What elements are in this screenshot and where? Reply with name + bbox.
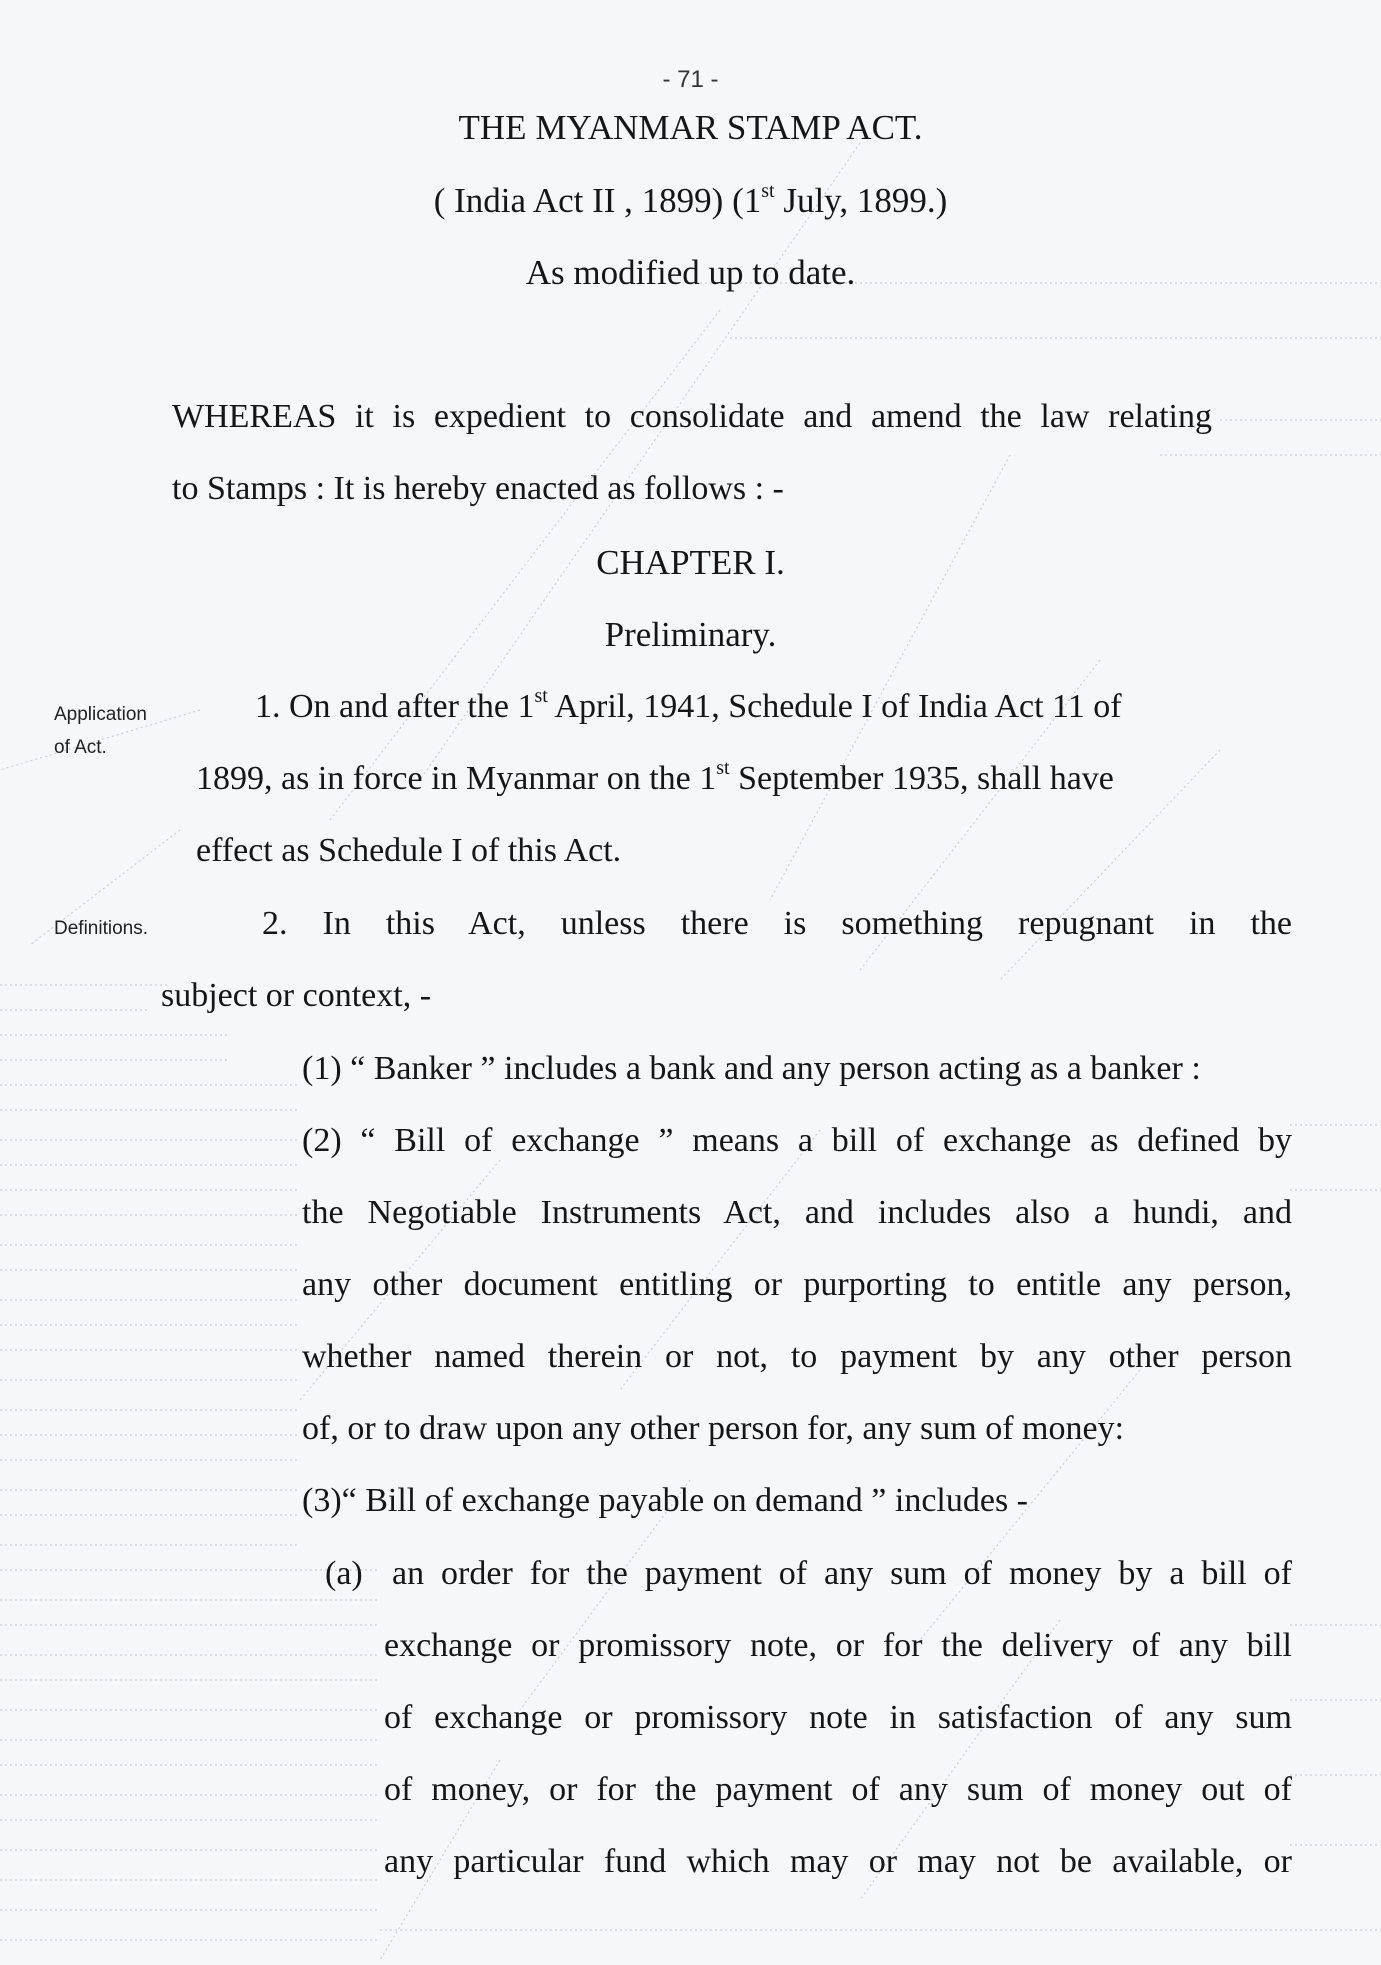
section-1-text: 1. On and after the 1 — [255, 688, 535, 725]
act-subtitle-text-end: July, 1899.) — [774, 181, 948, 220]
clause-a-line-4: of money, or for the payment of any sum of money out of — [384, 1771, 1292, 1808]
margin-note-application — [54, 698, 147, 764]
act-title: THE MYANMAR STAMP ACT. — [458, 108, 923, 147]
definition-2-line-1: (2) “ Bill of exchange ” means a bill of exchange as defined by — [302, 1122, 1292, 1159]
definition-3: (3)“ Bill of exchange payable on demand ” includes - — [302, 1482, 1029, 1519]
preamble-line-2: to Stamps : It is hereby enacted as follows : - — [172, 470, 784, 507]
section-1-text-end: April, 1941, Schedule I of India Act 11 of — [547, 688, 1122, 725]
definition-2-line-3: any other document entitling or purporting to entitle any person, — [302, 1266, 1292, 1303]
preamble-line-1: WHEREAS it is expedient to consolidate and amend the law relating — [172, 398, 1212, 435]
margin-note-definitions: Definitions. — [54, 918, 148, 939]
superscript: st — [534, 685, 548, 707]
act-subtitle-text: ( India Act II , 1899) (1 — [433, 181, 762, 220]
definition-2-line-5: of, or to draw upon any other person for, any sum of money: — [302, 1410, 1125, 1447]
margin-note-line: Application — [54, 704, 147, 725]
clause-a-label: (a) — [325, 1555, 363, 1592]
superscript: st — [716, 757, 730, 779]
definition-1: (1) “ Banker ” includes a bank and any person acting as a banker : — [302, 1050, 1201, 1087]
chapter-heading: CHAPTER I. — [596, 543, 785, 582]
section-1-line-1 — [255, 685, 1293, 726]
clause-a-line-5: any particular fund which may or may not be available, or — [384, 1843, 1292, 1880]
section-2-line-1: 2. In this Act, unless there is something repugnant in the — [262, 905, 1292, 942]
section-1-line-2 — [196, 757, 1114, 798]
superscript: st — [761, 180, 775, 202]
section-1-line-3: effect as Schedule I of this Act. — [196, 832, 622, 869]
section-2-line-2: subject or context, - — [161, 977, 432, 1014]
margin-note-line: of Act. — [54, 737, 107, 758]
section-1-text: 1899, as in force in Myanmar on the 1 — [196, 760, 717, 797]
clause-a-line-2: exchange or promissory note, or for the delivery of any bill — [384, 1627, 1292, 1664]
clause-a-line-3: of exchange or promissory note in satisfaction of any sum — [384, 1699, 1292, 1736]
act-subtitle — [0, 181, 1381, 221]
section-1-text-end: September 1935, shall have — [729, 760, 1114, 797]
page-number: - 71 - — [662, 66, 719, 93]
definition-2-line-2: the Negotiable Instruments Act, and includes also a hundi, and — [302, 1194, 1292, 1231]
definition-2-line-4: whether named therein or not, to payment by any other person — [302, 1338, 1292, 1375]
modified-note: As modified up to date. — [525, 253, 856, 292]
chapter-subheading: Preliminary. — [604, 615, 777, 654]
clause-a-line-1: an order for the payment of any sum of money by a bill of — [392, 1555, 1292, 1592]
